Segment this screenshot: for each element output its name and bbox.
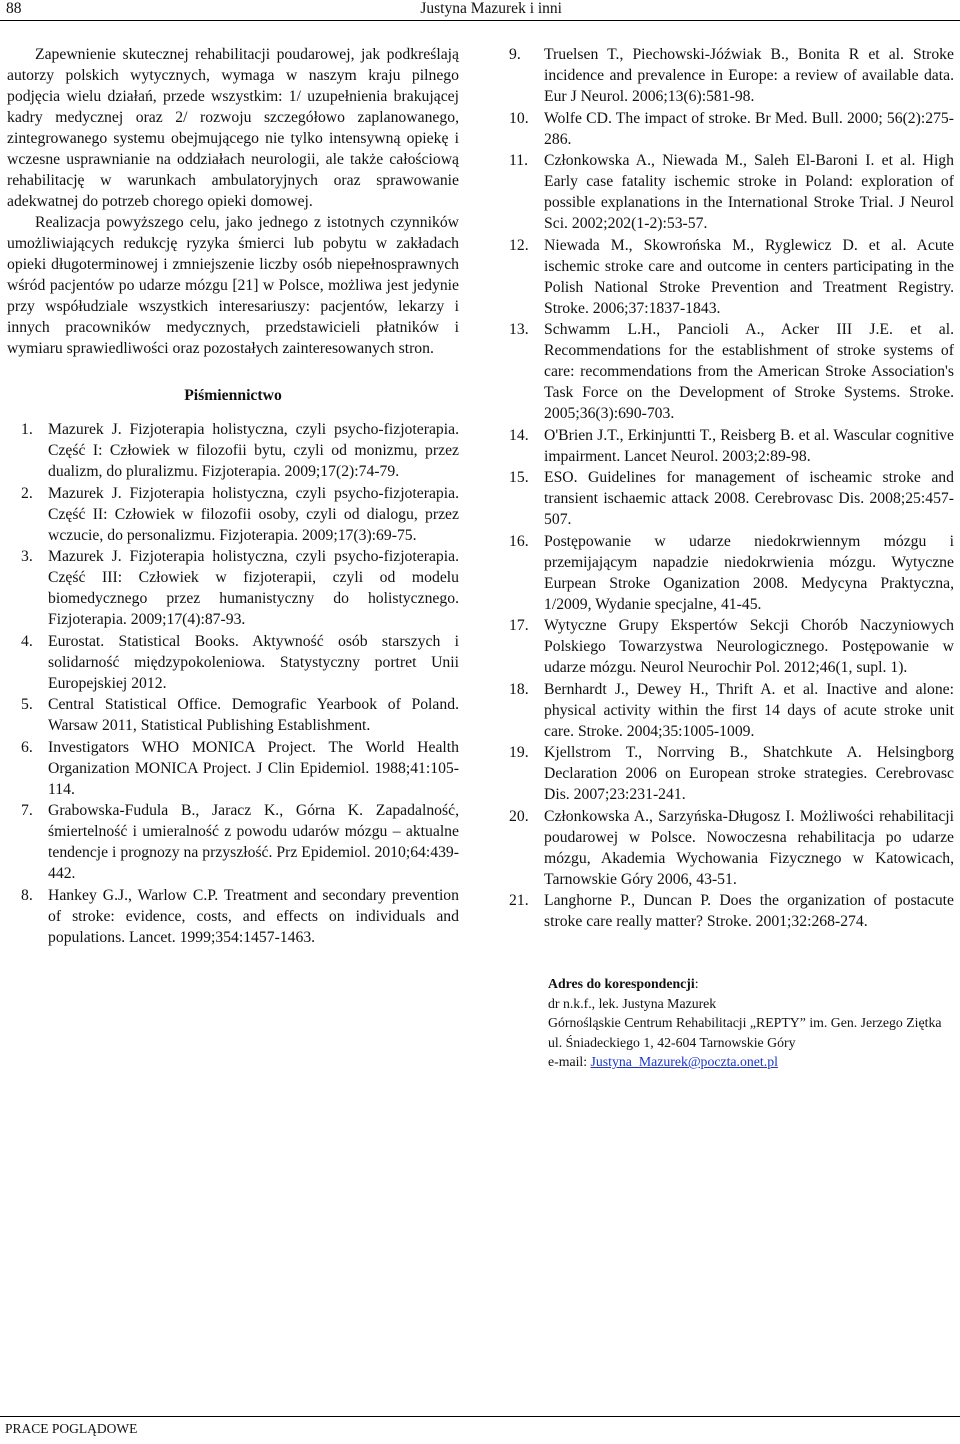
- reference-number: 2.: [21, 484, 33, 502]
- reference-number: 13.: [509, 321, 529, 338]
- reference-text: Wytyczne Grupy Ekspertów Sekcji Chorób Naczyniowych Polskiego Towarzystwa Neurologicznego. Postępowanie w udarze mózgu. Neurol Neurochir Pol. 2012;46(1, supl. 1).: [544, 617, 954, 676]
- footer-section-label: PRACE POGLĄDOWE: [5, 1421, 138, 1436]
- body-paragraph-1: Zapewnienie skutecznej rehabilitacji poudarowej, jak podkreślają autorzy polskich wytycznych, wymaga w naszym kraju pilnego podjęcia wielu działań, przede wszystkim: 1/ uzupełnienia brakującej kadry medycznej oraz 2/ rozwoju szczegółowo zaplanowanego, zintegrowanego systemu obejmującego nie tylko intensywną opiekę i wczesne usprawnianie na oddziałach neurologii, ale także całościową rehabilitację w warunkach ambulatoryjnych oraz sprawowanie adekwatnej do potrzeb chorego opieki domowej.: [7, 46, 459, 210]
- reference-text: Central Statistical Office. Demografic Yearbook of Poland. Warsaw 2011, Statistical Publishing Establishment.: [48, 696, 459, 734]
- reference-number: 20.: [509, 807, 529, 825]
- running-header-authors: Justyna Mazurek i inni: [420, 0, 562, 17]
- reference-item: [7, 694, 459, 736]
- reference-text: Mazurek J. Fizjoterapia holistyczna, czyli psycho-fizjoterapia. Część I: Człowiek w filozofii bytu, czyli od monizmu, przez dualizm, do pluralizmu. Fizjoterapia. 2009;17(2):74-79.: [48, 421, 459, 480]
- reference-text: Investigators WHO MONICA Project. The World Health Organization MONICA Project. J Clin Epidemiol. 1988;41:105-114.: [48, 738, 459, 798]
- reference-item: [509, 44, 954, 107]
- correspondence-name: dr n.k.f., lek. Justyna Mazurek: [548, 995, 717, 1011]
- reference-text: Grabowska-Fudula B., Jaracz K., Górna K. Zapadalność, śmiertelność i umieralność z powodu udarów mózgu – aktualne tendencje i prognozy na przyszłość. Prz Epidemiol. 2010;64:439-442.: [48, 802, 459, 882]
- reference-number: 7.: [21, 802, 33, 819]
- reference-number: 18.: [509, 680, 529, 698]
- reference-text: Mazurek J. Fizjoterapia holistyczna, czyli psycho-fizjoterapia. Część II: Człowiek w filozofii osoby, czyli od dialogu, przez wczucie, do personalizmu. Fizjoterapia. 2009;17(3):69-75.: [48, 484, 459, 544]
- reference-item: [509, 890, 954, 932]
- footer-divider: [0, 1416, 960, 1417]
- email-label: e-mail:: [548, 1054, 591, 1069]
- reference-number: 17.: [509, 617, 529, 634]
- reference-text: Hankey G.J., Warlow C.P. Treatment and secondary prevention of stroke: evidence, costs, and effects on individuals and populations. Lancet. 1999;354:1457-1463.: [48, 886, 459, 946]
- reference-item: [7, 483, 459, 546]
- references-title: Piśmiennictwo: [184, 387, 282, 404]
- reference-item: [7, 419, 459, 482]
- reference-text: Kjellstrom T., Norrving B., Shatchkute A. Helsingborg Declaration 2006 on European stroke strategies. Cerebrovasc Dis. 2007;23:231-241.: [544, 744, 954, 803]
- reference-item: [509, 679, 954, 742]
- correspondence-institution: Górnośląskie Centrum Rehabilitacji „REPTY” im. Gen. Jerzego Ziętka: [548, 1015, 942, 1030]
- reference-text: Wolfe CD. The impact of stroke. Br Med. Bull. 2000; 56(2):275-286.: [544, 109, 954, 148]
- reference-text: Mazurek J. Fizjoterapia holistyczna, czyli psycho-fizjoterapia. Część III: Człowiek w fizjoterapii, czyli od modelu biomedycznego przez humanistyczny do holistycznego. Fizjoterapia. 2009;17(4):87-93.: [48, 548, 459, 628]
- running-header: [0, 0, 960, 21]
- reference-text: Członkowska A., Niewada M., Saleh El-Baroni I. et al. High Early case fatality ischemic stroke in Poland: exploration of possible explanations in the International Stroke Trial. J Neurol Sci. 2002;202(1-2):53-57.: [544, 152, 954, 232]
- reference-item: [509, 615, 954, 678]
- correspondence-block: [548, 974, 954, 1072]
- reference-number: 5.: [21, 696, 33, 713]
- correspondence-heading: Adres do korespondencji: [548, 976, 695, 991]
- reference-item: [509, 467, 954, 530]
- reference-item: [509, 150, 954, 234]
- reference-number: 8.: [21, 886, 33, 904]
- left-column: [7, 44, 459, 948]
- reference-item: [509, 425, 954, 467]
- reference-item: [7, 737, 459, 800]
- reference-number: 21.: [509, 892, 529, 909]
- reference-number: 3.: [21, 548, 33, 565]
- reference-text: Schwamm L.H., Pancioli A., Acker III J.E. et al. Recommendations for the establishment of stroke systems of care: recommendations from the American Stroke Association's Task Force on the Development of Stroke Systems. Stroke. 2005;36(3):690-703.: [544, 321, 954, 422]
- reference-text: Członkowska A., Sarzyńska-Długosz I. Możliwości rehabilitacji poudarowej w Polsce. Nowoczesna rehabilitacja po udarze mózgu, Akademia Wychowania Fizycznego w Katowicach, Tarnowskie Góry 2006, 43-51.: [544, 807, 954, 888]
- reference-number: 12.: [509, 236, 529, 254]
- reference-number: 15.: [509, 469, 529, 486]
- reference-item: [7, 885, 459, 948]
- reference-number: 11.: [509, 152, 529, 169]
- email-link[interactable]: Justyna_Mazurek@poczta.onet.pl: [590, 1054, 778, 1069]
- reference-item: [509, 531, 954, 615]
- reference-item: [509, 319, 954, 424]
- reference-item: [509, 235, 954, 319]
- correspondence-email-line: [548, 1052, 954, 1072]
- reference-item: [7, 800, 459, 884]
- reference-text: Niewada M., Skowrońska M., Ryglewicz D. et al. Acute ischemic stroke care and outcome in centers participating in the Polish National Stroke Prevention and Treatment Registry. Stroke. 2006;37:1837-1843.: [544, 236, 954, 317]
- correspondence-heading-colon: :: [694, 976, 699, 991]
- reference-number: 16.: [509, 532, 529, 550]
- reference-number: 19.: [509, 744, 529, 761]
- page-number: 88: [6, 0, 22, 17]
- reference-number: 6.: [21, 738, 33, 756]
- reference-text: Bernhardt J., Dewey H., Thrift A. et al. Inactive and alone: physical activity within the first 14 days of acute stroke unit care. Stroke. 2004;35:1005-1009.: [544, 680, 954, 740]
- reference-text: O'Brien J.T., Erkinjuntti T., Reisberg B. et al. Wascular cognitive impairment. Lancet Neurol. 2003;2:89-98.: [544, 426, 954, 465]
- reference-number: 10.: [509, 109, 529, 127]
- reference-text: Eurostat. Statistical Books. Aktywność osób starszych i solidarność międzypokoleniowa. Statystyczny portret Unii Europejskiej 2012.: [48, 632, 459, 692]
- reference-text: Langhorne P., Duncan P. Does the organization of postacute stroke care really matter? Stroke. 2001;32:268-274.: [544, 892, 954, 930]
- reference-number: 4.: [21, 632, 33, 650]
- right-column: [509, 44, 954, 933]
- reference-number: 9.: [509, 46, 521, 63]
- correspondence-heading-line: [548, 974, 954, 994]
- reference-item: [7, 631, 459, 694]
- reference-text: Postępowanie w udarze niedokrwiennym mózgu i przemijającym napadzie niedokrwienia mózgu. Wytyczne Eurpean Stroke Oganization 2008. Medycyna Praktyczna, 1/2009, Wydanie specjalne, 41-45.: [544, 532, 954, 613]
- reference-list-left: [7, 419, 459, 948]
- reference-item: [509, 108, 954, 150]
- reference-number: 14.: [509, 426, 529, 444]
- reference-text: Truelsen T., Piechowski-Jóźwiak B., Bonita R et al. Stroke incidence and prevalence in Europe: a review of available data. Eur J Neurol. 2006;13(6):581-98.: [544, 46, 954, 105]
- reference-number: 1.: [21, 421, 33, 438]
- reference-text: ESO. Guidelines for management of ischeamic stroke and transient ischaemic attack 2008. Cerebrovasc Dis. 2008;25:457-507.: [544, 469, 954, 528]
- body-paragraph-2: Realizacja powyższego celu, jako jednego z istotnych czynników umożliwiających redukcję ryzyka śmierci lub pobytu w zakładach opieki długoterminowej i zmniejszenie liczby osób niepełnosprawnych wśród pacjentów po udarze mózgu [21] w Polsce, możliwa jest jedynie przy współudziale wszystkich interesariuszy: pacjentów, lekarzy i innych pracowników medycznych, przedstawicieli płatników i wymiaru sprawiedliwości oraz pozostałych zainteresowanych stron.: [7, 214, 459, 357]
- reference-item: [509, 806, 954, 890]
- reference-item: [509, 742, 954, 805]
- correspondence-address: ul. Śniadeckiego 1, 42-604 Tarnowskie Góry: [548, 1034, 796, 1050]
- reference-list-right: [509, 44, 954, 932]
- reference-item: [7, 546, 459, 630]
